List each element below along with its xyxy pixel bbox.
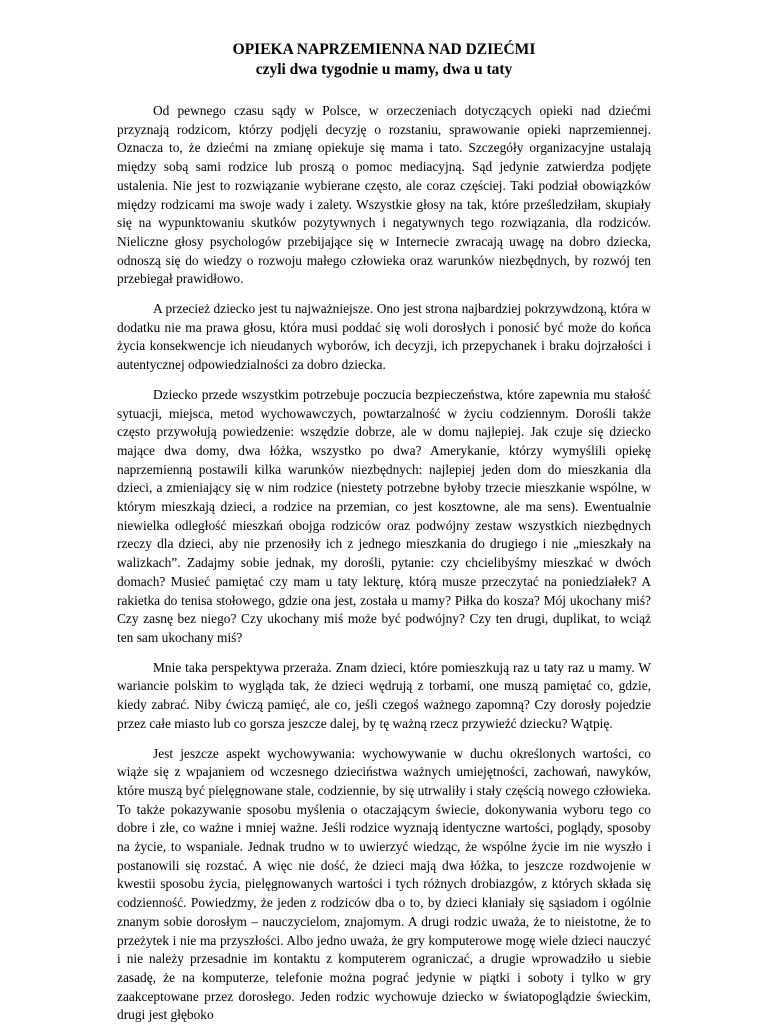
paragraph-1: Od pewnego czasu sądy w Polsce, w orzeczeniach dotyczących opieki nad dziećmi przyznają rodzicom, którzy podjęli decyzję o rozstaniu, sprawowanie opieki naprzemiennej. Oznacza to, że dziećmi na zmianę opiekuje się mama i tato. Szczegóły organizacyjne ustalają między sobą sami rodzice lub proszą o pomoc mediacyjną. Sąd jedynie zatwierdza podjęte ustalenia. Nie jest to rozwiązanie wybierane często, ale coraz częściej. Taki podział obowiązków między rodzicami ma swoje wady i zalety. Wszystkie głosy na tak, które prześledziłam, skupiały się na wypunktowaniu skutków pozytywnych i negatywnych tego rozwiązania, dla rodziców. Nieliczne głosy psychologów przebijające się w Internecie zwracają uwagę na dobro dziecka, odnoszą się do wiedzy o rozwoju małego człowieka oraz warunków niezbędnych, by rozwój ten przebiegał prawidłowo. bbox=[117, 103, 651, 287]
paragraph-5: Jest jeszcze aspekt wychowywania: wychowywanie w duchu określonych wartości, co wiąże się z wpajaniem od wczesnego dzieciństwa ważnych umiejętności, zachowań, nawyków, które muszą być pielęgnowane stale, codziennie, by się utrwaliły i stały częścią nowego człowieka. To także pokazywanie sposobu myślenia o otaczającym świecie, dokonywania wyboru tego co dobre i złe, co ważne i mniej ważne. Jeśli rodzice wyznają identyczne wartości, poglądy, sposoby na życie, to wspaniale. Jednak trudno w to uwierzyć wiedząc, że wspólne życie im nie wyszło i postanowili się rozstać. A więc nie dość, że dzieci mają dwa łóżka, to jeszcze rozdwojenie w kwestii sposobu życia, pielęgnowanych wartości i tych różnych drobiazgów, z których składa się codzienność. Powiedzmy, że jeden z rodziców dba o to, by dzieci kłaniały się sąsiadom i ogólnie znanym sobie dorosłym – nauczycielom, znajomym. A drugi rodzic uważa, że to nieistotne, że to przeżytek i nie ma przyszłości. Albo jedno uważa, że gry komputerowe mogę wiele dzieci nauczyć i nie należy przesadnie im kontaktu z komputerem ograniczać, a drugie wprowadziło u siebie zasadę, że na komputerze, telefonie można pograć jedynie w piątki i soboty i tylko w gry zaakceptowane przez dorosłego. Jeden rodzic wychowuje dziecko w światopoglądzie świeckim, drugi jest głęboko bbox=[117, 745, 651, 1023]
document-page bbox=[117, 40, 651, 1036]
document-title: OPIEKA NAPRZEMIENNA NAD DZIEĆMI bbox=[232, 41, 536, 58]
paragraph-2: A przecież dziecko jest tu najważniejsze. Ono jest strona najbardziej pokrzywdzoną, która w dodatku nie ma prawa głosu, która musi poddać się woli dorosłych i ponosić być może do końca życia konsekwencje ich nieudanych wyborów, ich decyzji, ich przepychanek i braku dojrzałości i autentycznej odpowiedzialności za dobro dziecka. bbox=[117, 301, 651, 373]
paragraph-3: Dziecko przede wszystkim potrzebuje poczucia bezpieczeństwa, które zapewnia mu stałość sytuacji, miejsca, metod wychowawczych, powtarzalność w życiu codziennym. Dorośli także często przywołują powiedzenie: wszędzie dobrze, ale w domu najlepiej. Jak czuje się dziecko mające dwa domy, dwa łóżka, wszystko po dwa? Amerykanie, którzy wymyślili opiekę naprzemienną postawili kilka warunków niezbędnych: najlepiej jeden dom do mieszkania dla dzieci, a zmieniający się w nim rodzice (niestety potrzebne byłoby trzecie mieszkanie wspólne, w którym mieszkają dzieci, a rodzice na przemian, co jest kosztowne, ale ma sens). Ewentualnie niewielka odległość mieszkań obojga rodziców oraz podwójny zestaw wszystkich niezbędnych rzeczy dla dzieci, aby nie przenosiły ich z jednego mieszkania do drugiego i nie „mieszkały na walizkach”. Zadajmy sobie jednak, my dorośli, pytanie: czy chcielibyśmy mieszkać w dwóch domach? Musieć pamiętać czy mam u taty lekturę, którą musze przeczytać na poniedziałek? A rakietka do tenisa stołowego, gdzie ona jest, została u mamy? Piłka do kosza? Mój ukochany miś? Czy zasnę bez niego? Czy ukochany miś może być podwójny? Czy ten drugi, duplikat, to wciąż ten sam ukochany miś? bbox=[117, 386, 651, 645]
paragraph-4: Mnie taka perspektywa przeraża. Znam dzieci, które pomieszkują raz u taty raz u mamy. W wariancie polskim to wygląda tak, że dzieci wędrują z torbami, one muszą pamiętać co, gdzie, kiedy zabrać. Niby ćwiczą pamięć, ale co, jeśli czegoś ważnego zapomną? Czy dorosły pojedzie przez całe miasto lub co gorsza jeszcze dalej, by tę ważną rzecz przywieźć dziecku? Wątpię. bbox=[117, 659, 651, 731]
document-subtitle: czyli dwa tygodnie u mamy, dwa u taty bbox=[255, 61, 513, 78]
